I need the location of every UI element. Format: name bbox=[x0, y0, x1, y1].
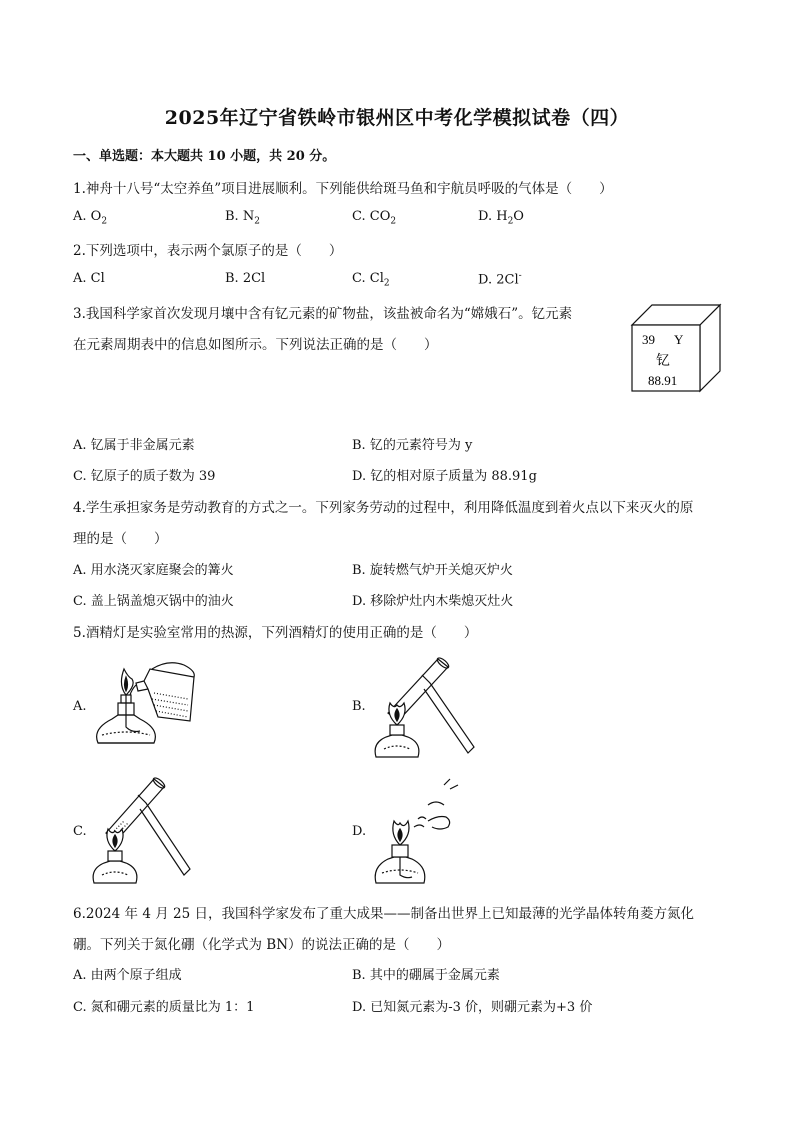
q1-option-a[interactable]: A. $O_2$ bbox=[73, 209, 108, 227]
figure-d-blowing-out-lamp-icon[interactable] bbox=[370, 775, 470, 890]
q6-option-b[interactable]: B. 其中的硼属于金属元素 bbox=[352, 968, 500, 983]
q5-option-c-label[interactable]: C. bbox=[73, 824, 87, 839]
figure-a-pouring-alcohol-lamp-icon[interactable] bbox=[88, 655, 203, 760]
question-3-stem-line2: 在元素周期表中的信息如图所示。下列说法正确的是（ ） bbox=[73, 337, 438, 353]
question-6-stem-line1: 6.2024 年 4 月 25 日，我国科学家发布了重大成果——制备出世界上已知最薄的光学晶体转角菱方氮化 bbox=[73, 906, 694, 922]
figure-c-heating-liquid-tube-icon[interactable] bbox=[88, 775, 203, 890]
q5-option-a-label[interactable]: A. bbox=[73, 699, 87, 714]
q5-option-d-label[interactable]: D. bbox=[352, 824, 367, 839]
question-4-stem-line2: 理的是（ ） bbox=[73, 531, 168, 547]
q2-option-d[interactable]: D. 2Cl- bbox=[478, 271, 522, 288]
q6-option-d[interactable]: D. 已知氮元素为-3 价，则硼元素为+3 价 bbox=[352, 1000, 593, 1015]
q4-option-a[interactable]: A. 用水浇灭家庭聚会的篝火 bbox=[73, 563, 234, 578]
q2-option-c[interactable]: C. $Cl_2$ bbox=[352, 271, 390, 289]
q6-option-a[interactable]: A. 由两个原子组成 bbox=[73, 968, 182, 983]
q1-option-b[interactable]: B. $N_2$ bbox=[225, 209, 260, 227]
section-label: 一、单选题： bbox=[73, 149, 152, 164]
q4-option-d[interactable]: D. 移除炉灶内木柴熄灭灶火 bbox=[352, 594, 514, 609]
q3-option-c[interactable]: C. 钇原子的质子数为 39 bbox=[73, 469, 216, 484]
question-5-stem: 5.酒精灯是实验室常用的热源，下列酒精灯的使用正确的是（ ） bbox=[73, 625, 478, 641]
question-4-stem-line1: 4.学生承担家务是劳动教育的方式之一。下列家务劳动的过程中，利用降低温度到着火点以下来灭火的原 bbox=[73, 500, 694, 516]
q5-option-b-label[interactable]: B. bbox=[352, 699, 366, 714]
q4-option-b[interactable]: B. 旋转燃气炉开关熄灭炉火 bbox=[352, 563, 513, 578]
q3-option-d[interactable]: D. 钇的相对原子质量为 88.91g bbox=[352, 469, 537, 484]
element-atomic-number: 39 bbox=[642, 332, 655, 347]
q3-option-b[interactable]: B. 钇的元素符号为 y bbox=[352, 438, 473, 453]
section-description: 本大题共 10 小题，共 20 分。 bbox=[151, 149, 336, 164]
q6-option-c[interactable]: C. 氮和硼元素的质量比为 1：1 bbox=[73, 1000, 255, 1015]
question-2-stem: 2.下列选项中，表示两个氯原子的是（ ） bbox=[73, 243, 343, 259]
q2-option-b[interactable]: B. 2Cl bbox=[225, 271, 266, 286]
section-heading bbox=[73, 145, 335, 164]
element-atomic-mass: 88.91 bbox=[648, 373, 678, 388]
question-6-stem-line2: 硼。下列关于氮化硼（化学式为 BN）的说法正确的是（ ） bbox=[73, 937, 451, 953]
element-name: 钇 bbox=[656, 354, 670, 369]
page-title: 2025年辽宁省铁岭市银州区中考化学模拟试卷（四） bbox=[164, 107, 630, 129]
q3-option-a[interactable]: A. 钇属于非金属元素 bbox=[73, 438, 195, 453]
element-symbol: Y bbox=[674, 332, 684, 347]
q2-option-a[interactable]: A. Cl bbox=[73, 271, 105, 286]
question-1-stem: 1.神舟十八号“太空养鱼”项目进展顺利。下列能供给斑马鱼和宇航员呼吸的气体是（ ） bbox=[73, 181, 613, 197]
q1-option-c[interactable]: C. $CO_2$ bbox=[352, 209, 397, 227]
element-tile-figure bbox=[630, 303, 722, 393]
question-3-stem-line1: 3.我国科学家首次发现月壤中含有钇元素的矿物盐，该盐被命名为“嫦娥石”。钇元素 bbox=[73, 306, 573, 322]
q1-option-d[interactable]: D. $H_2O$ bbox=[478, 209, 524, 227]
q4-option-c[interactable]: C. 盖上锅盖熄灭锅中的油火 bbox=[73, 594, 234, 609]
figure-b-heating-test-tube-icon[interactable] bbox=[370, 655, 480, 765]
